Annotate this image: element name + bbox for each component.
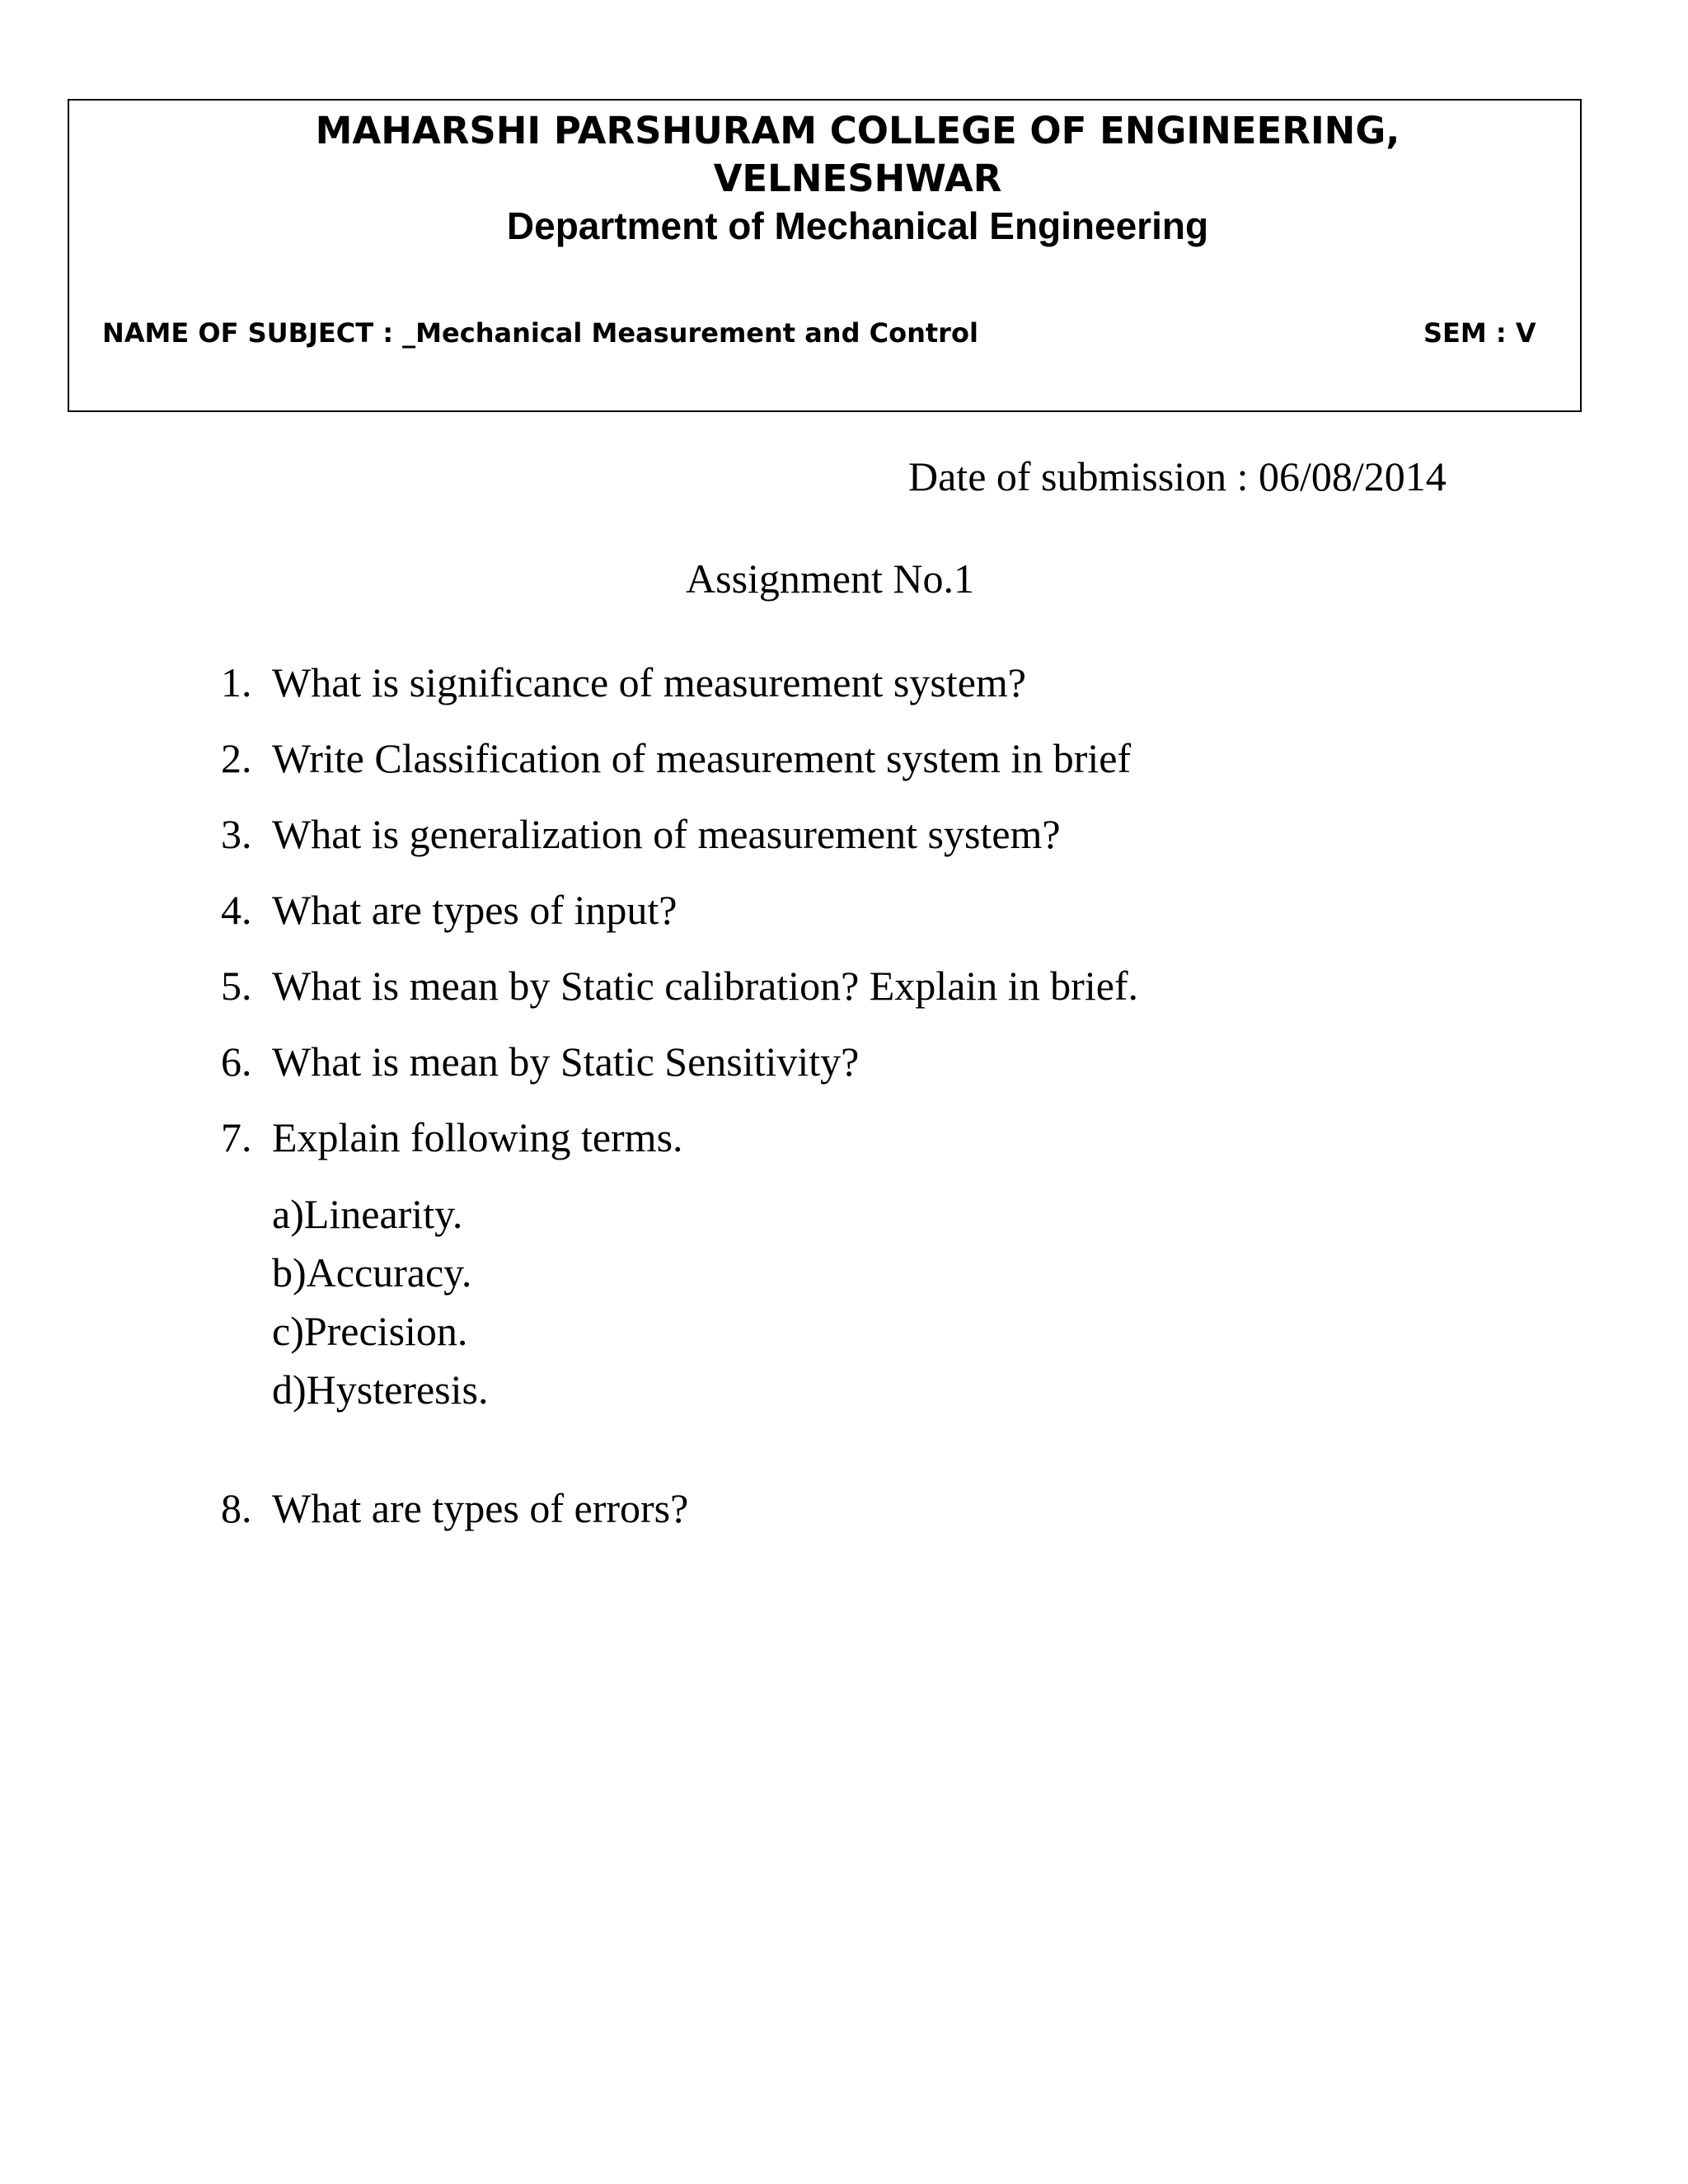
question-number: 5. [221, 963, 252, 1009]
date-of-submission: Date of submission : 06/08/2014 [908, 453, 1447, 499]
sub-question-item: a)Linearity. [272, 1191, 463, 1237]
question-text: What is generalization of measurement system? [272, 811, 1061, 857]
question-item [221, 809, 1138, 859]
question-item [221, 1113, 1138, 1419]
college-name [69, 107, 1580, 203]
question-list [221, 658, 1138, 1559]
question-text: Write Classification of measurement system in brief [272, 735, 1132, 781]
question-text: What are types of errors? [272, 1485, 689, 1531]
question-number: 7. [221, 1114, 252, 1160]
sub-question-item: c)Precision. [272, 1308, 468, 1354]
question-item [221, 885, 1138, 935]
question-item [221, 658, 1138, 707]
college-name-line-1: MAHARSHI PARSHURAM COLLEGE OF ENGINEERING, [315, 109, 1400, 152]
question-number: 3. [221, 811, 252, 857]
department-name: Department of Mechanical Engineering [506, 204, 1209, 247]
question-text: What is mean by Static calibration? Explain in brief. [272, 963, 1139, 1009]
college-name-line-2: VELNESHWAR [713, 157, 1002, 200]
question-text: What is mean by Static Sensitivity? [272, 1038, 860, 1085]
question-number: 4. [221, 887, 252, 933]
sub-question-item: b)Accuracy. [272, 1249, 472, 1296]
question-item [221, 961, 1138, 1010]
question-text: What are types of input? [272, 887, 678, 933]
question-number: 2. [221, 735, 252, 781]
header-box [68, 99, 1582, 412]
question-text: Explain following terms. [272, 1114, 683, 1160]
question-number: 1. [221, 659, 252, 705]
question-number: 8. [221, 1485, 252, 1531]
sub-question-item: d)Hysteresis. [272, 1366, 489, 1413]
question-item [221, 1483, 1138, 1533]
semester: SEM : V [1423, 317, 1536, 349]
assignment-title: Assignment No.1 [686, 555, 974, 602]
subject-name: NAME OF SUBJECT : _Mechanical Measurement and Control [102, 317, 978, 349]
question-number: 6. [221, 1038, 252, 1085]
question-text: What is significance of measurement system? [272, 659, 1026, 705]
question-item [221, 733, 1138, 783]
question-item [221, 1037, 1138, 1086]
sub-question-list [272, 1185, 1138, 1419]
